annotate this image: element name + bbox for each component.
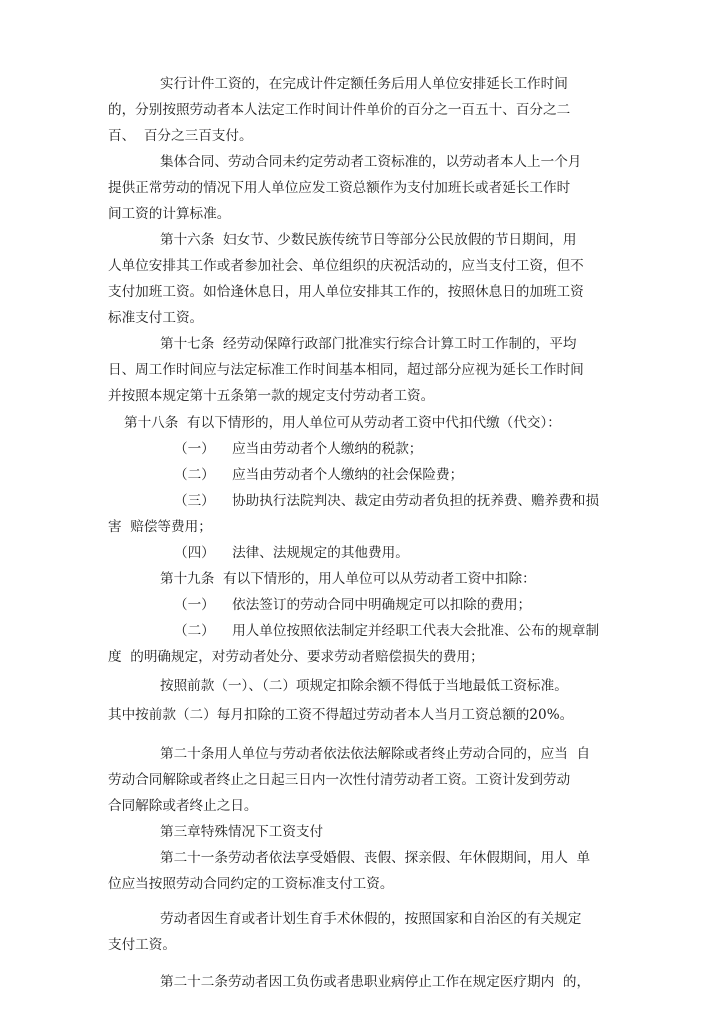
text-line: （四） 法律、法规规定的其他费用。 xyxy=(174,545,409,561)
text-line: 集体合同、劳动合同未约定劳动者工资标准的，以劳动者本人上一个月 xyxy=(160,154,582,170)
text-line: 提供正常劳动的情况下用人单位应发工资总额作为支付加班长或者延长工作时 xyxy=(108,180,571,196)
text-line: 度 的明确规定，对劳动者处分、要求劳动者赔偿损失的费用； xyxy=(108,649,484,665)
text-line: （一） 依法签订的劳动合同中明确规定可以扣除的费用； xyxy=(174,597,532,613)
text-line: 支付工资。 xyxy=(108,937,176,953)
text-line: 并按照本规定第十五条第一款的规定支付劳动者工资。 xyxy=(108,388,435,404)
text-line: （二） 用人单位按照依法制定并经职工代表大会批准、公布的规章制 xyxy=(174,623,600,639)
text-line: 按照前款（一）、（二）项规定扣除余额不得低于当地最低工资标准。 xyxy=(160,678,568,694)
text-line: 支付加班工资。如恰逢休息日，用人单位安排其工作的，按照休息日的加班工资 xyxy=(108,284,584,300)
text-line: 的，分别按照劳动者本人法定工作时间计件单价的百分之一百五十、百分之二 xyxy=(108,102,571,118)
text-line: 其中按前款（二）每月扣除的工资不得超过劳动者本人当月工资总额的20%。 xyxy=(108,707,574,723)
text-line: 日、周工作时间应与法定标准工作时间基本相同，超过部分应视为延长工作时间 xyxy=(108,362,584,378)
text-line: （三） 协助执行法院判决、裁定由劳动者负担的抚养费、赡养费和损 xyxy=(174,493,600,509)
text-line: 第十九条 有以下情形的，用人单位可以从劳动者工资中扣除： xyxy=(160,571,536,587)
text-line: 第十七条 经劳动保障行政部门批准实行综合计算工时工作制的，平均 xyxy=(160,336,577,352)
text-line: 第二十条用人单位与劳动者依法依法解除或者终止劳动合同的，应当 自 xyxy=(160,746,591,762)
section-heading: 第三章特殊情况下工资支付 xyxy=(160,824,324,840)
text-line: 第十六条 妇女节、少数民族传统节日等部分公民放假的节日期间，用 xyxy=(160,232,577,248)
text-line: （二） 应当由劳动者个人缴纳的社会保险费； xyxy=(174,467,464,483)
text-line: 百、 百分之三百支付。 xyxy=(108,128,253,144)
text-line: 合同解除或者终止之日。 xyxy=(108,798,258,814)
text-line: 位应当按照劳动合同约定的工资标准支付工资。 xyxy=(108,876,394,892)
text-line: 第二十二条劳动者因工负伤或者患职业病停止工作在规定医疗期内 的， xyxy=(160,974,591,990)
text-line: 实行计件工资的，在完成计件定额任务后用人单位安排延长工作时间 xyxy=(160,76,568,92)
text-line: 害 赔偿等费用； xyxy=(108,519,212,535)
text-line: 第十八条 有以下情形的，用人单位可从劳动者工资中代扣代缴（代交）： xyxy=(124,415,561,431)
text-line: 第二十一条劳动者依法享受婚假、丧假、探亲假、年休假期间，用人 单 xyxy=(160,850,591,866)
text-line: 劳动合同解除或者终止之日起三日内一次性付清劳动者工资。工资计发到劳动 xyxy=(108,772,571,788)
text-line: 标准支付工资。 xyxy=(108,310,204,326)
text-line: （一） 应当由劳动者个人缴纳的税款； xyxy=(174,441,423,457)
text-line: 间工资的计算标准。 xyxy=(108,206,231,222)
text-line: 人单位安排其工作或者参加社会、单位组织的庆祝活动的，应当支付工资，但不 xyxy=(108,258,584,274)
text-line: 劳动者因生育或者计划生育手术休假的，按照国家和自治区的有关规定 xyxy=(160,911,582,927)
